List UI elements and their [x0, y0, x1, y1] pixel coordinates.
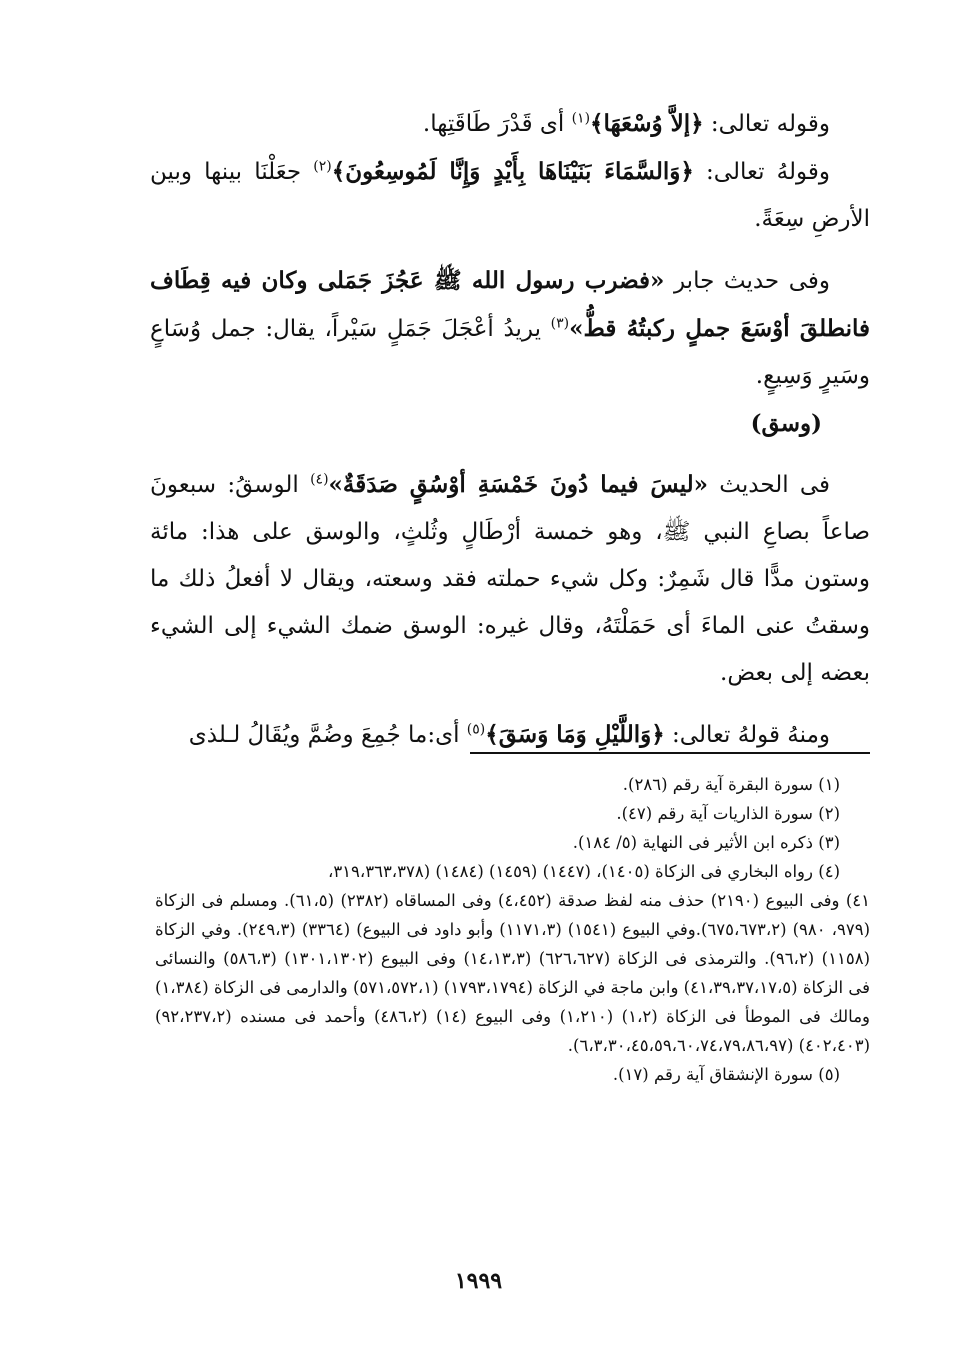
- footnote-ref-3: (٣): [550, 315, 570, 332]
- paragraph-2-tail: جعَلْنَا بينها وبين الأرضِ سِعَةً.: [150, 159, 870, 232]
- page-number: ١٩٩٩: [454, 1268, 503, 1294]
- paragraph-1: [150, 100, 870, 148]
- paragraph-2-lead: وقولهُ تعالى:: [693, 159, 830, 185]
- quran-quote-5: ﴿وَاللَّيْلِ وَمَا وَسَقَ﴾: [485, 721, 665, 748]
- footnote-ref-2: (٢): [313, 158, 332, 175]
- paragraph-5-lead: ومنهُ قولهُ تعالى:: [664, 722, 830, 748]
- paragraph-1-lead: وقوله تعالى:: [703, 111, 830, 137]
- quran-quote-1: ﴿إلاَّ وُسْعَهَا﴾: [590, 110, 704, 137]
- footnote-1: (١) سورة البقرة آية رقم (٢٨٦).: [622, 775, 840, 794]
- hadith-quote-3: «فضرب رسول الله ﷺ عَجُزَ جَمَلى وكان فيه قِطَاف فانطلقَ أوْسَعَ جملٍ ركبتُهُ قطُّ»: [150, 267, 870, 342]
- footnote-ref-5: (٥): [466, 721, 486, 738]
- footnote-ref-4: (٤): [310, 471, 329, 488]
- paragraph-4: [150, 461, 870, 697]
- paragraph-2: [150, 148, 870, 243]
- footnote-2: (٢) سورة الذاريات آية رقم (٤٧).: [616, 804, 840, 823]
- footnote-4-continuation: ٤١) وفى البيوع (٢١٩٠) حذف منه لفظ صدقة (٤،٤٥٢) وفى المساقاه (٢٣٨٢) (٦١،٥). ومسلم فى الزكاة (٩٧٩، ٩٨٠) (٦٧٥،٦٧٣،٢).وفي البيوع (١٥٤١) (١١٧١،٣) وأبو داود فى البيوع) (٣٣٦٤) (٢٤٩،٣). وفي الزكاة (١١٥٨) (٩٦،٢). والترمذى فى الزكاة (٦٢٦،٦٢٧) (١٤،١٣،٣) وفى البيوع (١٣٠١،١٣٠٢) (٥٨٦،٣) والنسائى فى الزكاة (٤١،٣٩،٣٧،١٧،٥) وابن ماجة في الزكاة (١٧٩٣،١٧٩٤) (٥٧١،٥٧٢،١) والدارمى فى الزكاة (١،٣٨٤) ومالك فى الموطأ فى الزكاة (١،٢) (١،٢١٠) وفى البيوع (١٤) (٤٨٦،٢) وأحمد فى مسنده (٩٢،٢٣٧،٢) (٤٠٢،٤٠٣) (٦،٣،٣٠،٤٥،٥٩،٦٠،٧٤،٧٩،٨٦،٩٧).: [155, 891, 871, 1055]
- paragraph-3-tail: يريدُ أعْجَلَ جَمَلٍ سَيْراً، يقال: جمل وُسَاعٍ وسَيرٍ وَسِيعٍ.: [150, 316, 870, 389]
- hadith-quote-4: «ليسَ فيما دُونَ خَمْسَةِ أوْسُقٍ صَدَقَةٌ»: [328, 471, 709, 498]
- quran-quote-2: ﴿وَالسَّمَاءَ بَنَيْنَاهَا بِأَيْدٍ وَإِنَّا لَمُوسِعُونَ﴾: [331, 158, 694, 185]
- paragraph-4-tail: الوسقُ: سبعونَ صاعاً بصاعِ النبي ﷺ، وهو خمسة أرْطَالٍ وثُلثٍ، والوسق على هذا: مائة وستون مدًّا قال شَمِرٌ: وكل شيء حملته فقد وسعته، ويقال لا أفعلُ ذلك ما وسقتُ عنى الماءَ أى حَمَلْتَهُ، وقال غيره: الوسق ضمك الشيء إلى الشيء بعضه إلى بعض.: [150, 472, 870, 686]
- footnotes: [155, 770, 870, 1089]
- paragraph-3-lead: وفى حديث جابر: [664, 268, 830, 294]
- footnote-ref-1: (١): [571, 110, 591, 127]
- main-text: [150, 100, 870, 759]
- paragraph-4-lead: فى الحديث: [708, 472, 831, 498]
- paragraph-3: [150, 257, 870, 400]
- paragraph-1-tail: أى قَدْرَ طَاقَتِها.: [422, 111, 572, 137]
- footnote-3: (٣) ذكره ابن الأثير فى النهاية (٥/ ١٨٤).: [572, 833, 840, 852]
- footnote-divider: [470, 752, 870, 754]
- footnote-5: (٥) سورة الإنشقاق آية رقم (١٧).: [612, 1065, 840, 1084]
- paragraph-5-tail: أى:ما جُمِعَ وضُمَّ ويُقَالُ لـلذى: [188, 722, 467, 748]
- footnote-4-first-line: (٤) رواه البخاري فى الزكاة (١٤٠٥)، (١٤٤٧) (١٤٥٩) (١٤٨٤) (٣١٩،٣٦٣،٣٧٨،: [327, 862, 840, 881]
- section-heading: (وسق): [750, 410, 822, 437]
